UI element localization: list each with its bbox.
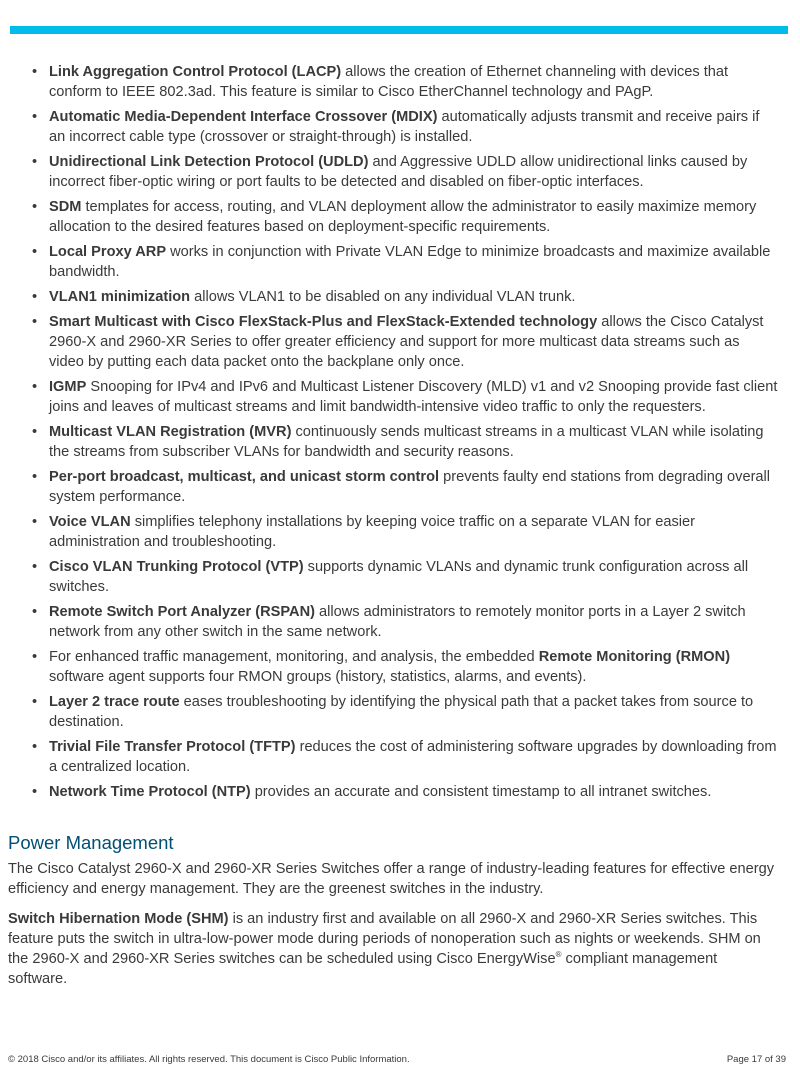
feature-description: eases troubleshooting by identifying the physical path that a packet takes from source to destination.	[49, 694, 754, 730]
bullet-icon: •	[32, 199, 38, 215]
feature-name: Layer 2 trace route	[49, 694, 180, 710]
feature-bullet-list	[30, 62, 778, 807]
list-item	[30, 467, 778, 507]
feature-name: IGMP	[49, 379, 87, 395]
feature-name: Local Proxy ARP	[49, 244, 167, 260]
footer-page-number: Page 17 of 39	[726, 1054, 786, 1065]
feature-description: allows the creation of Ethernet channeling with devices that conform to IEEE 802.3ad. This feature is similar to Cisco EtherChannel technology and PAgP.	[49, 64, 729, 100]
feature-description: automatically adjusts transmit and receive pairs if an incorrect cable type (crossover or straight-through) is installed.	[49, 109, 760, 145]
bullet-icon: •	[32, 314, 38, 330]
bullet-icon: •	[32, 289, 38, 305]
list-item	[30, 287, 778, 307]
feature-name: SDM	[49, 199, 82, 215]
bullet-icon: •	[32, 649, 38, 665]
feature-description: prevents faulty end stations from degrading overall system performance.	[49, 469, 771, 505]
bullet-icon: •	[32, 694, 38, 710]
list-item	[30, 107, 778, 147]
bullet-icon: •	[32, 559, 38, 575]
bullet-icon: •	[32, 469, 38, 485]
list-item	[30, 647, 778, 687]
bullet-icon: •	[32, 514, 38, 530]
list-item	[30, 557, 778, 597]
feature-description: provides an accurate and consistent timestamp to all intranet switches.	[250, 784, 712, 800]
feature-name: Automatic Media-Dependent Interface Crossover (MDIX)	[49, 109, 438, 125]
feature-description: templates for access, routing, and VLAN deployment allow the administrator to easily maximize memory allocation to the desired features based on deployment-specific requirements.	[49, 199, 757, 235]
feature-name: Remote Monitoring (RMON)	[538, 649, 731, 665]
bullet-icon: •	[32, 784, 38, 800]
list-item	[30, 692, 778, 732]
list-item	[30, 737, 778, 777]
bullet-icon: •	[32, 154, 38, 170]
feature-name: Network Time Protocol (NTP)	[49, 784, 251, 800]
bullet-icon: •	[32, 109, 38, 125]
list-item	[30, 242, 778, 282]
feature-name: Unidirectional Link Detection Protocol (UDLD)	[49, 154, 369, 170]
list-item	[30, 197, 778, 237]
feature-description: simplifies telephony installations by keeping voice traffic on a separate VLAN for easier administration and troubleshooting.	[49, 514, 695, 550]
feature-name: Link Aggregation Control Protocol (LACP)	[49, 64, 342, 80]
section-heading-power-management: Power Management	[8, 832, 174, 853]
shm-title: Switch Hibernation Mode (SHM)	[8, 911, 229, 927]
bullet-icon: •	[32, 244, 38, 260]
header-accent-bar	[10, 26, 788, 34]
feature-description: reduces the cost of administering software upgrades by downloading from a centralized location.	[49, 739, 777, 775]
feature-description: works in conjunction with Private VLAN Edge to minimize broadcasts and maximize available bandwidth.	[49, 244, 771, 280]
footer-copyright: © 2018 Cisco and/or its affiliates. All rights reserved. This document is Cisco Public Information.	[8, 1054, 410, 1065]
feature-name: Per-port broadcast, multicast, and unicast storm control	[49, 469, 440, 485]
feature-description: allows VLAN1 to be disabled on any individual VLAN trunk.	[190, 289, 576, 305]
bullet-icon: •	[32, 379, 38, 395]
registered-mark: ®	[555, 950, 562, 960]
feature-description: supports dynamic VLANs and dynamic trunk configuration across all switches.	[49, 559, 749, 595]
feature-name: Cisco VLAN Trunking Protocol (VTP)	[49, 559, 304, 575]
list-item	[30, 782, 778, 802]
list-item	[30, 512, 778, 552]
bullet-icon: •	[32, 64, 38, 80]
feature-description: and Aggressive UDLD allow unidirectional links caused by incorrect fiber-optic wiring or port faults to be detected and disabled on fiber-optic interfaces.	[49, 154, 748, 190]
power-management-intro: The Cisco Catalyst 2960-X and 2960-XR Series Switches offer a range of industry-leading features for effective energy efficiency and energy management. They are the greenest switches in the industry.	[8, 861, 775, 897]
feature-name: Smart Multicast with Cisco FlexStack-Plus and FlexStack-Extended technology	[49, 314, 598, 330]
feature-description: allows the Cisco Catalyst 2960-X and 2960-XR Series to offer greater efficiency and support for more multicast data streams such as video by putting each data packet onto the backplane only once.	[49, 314, 764, 370]
list-item	[30, 602, 778, 642]
bullet-icon: •	[32, 739, 38, 755]
feature-description: continuously sends multicast streams in a multicast VLAN while isolating the streams from subscriber VLANs for bandwidth and security reasons.	[49, 424, 764, 460]
feature-intro: For enhanced traffic management, monitoring, and analysis, the embedded	[49, 649, 539, 665]
feature-name: Multicast VLAN Registration (MVR)	[49, 424, 292, 440]
list-item	[30, 62, 778, 102]
bullet-icon: •	[32, 424, 38, 440]
feature-description: Snooping for IPv4 and IPv6 and Multicast Listener Discovery (MLD) v1 and v2 Snooping provide fast client joins and leaves of multicast streams and limit bandwidth-intensive video traffic to only the requesters.	[49, 379, 778, 415]
feature-name: Remote Switch Port Analyzer (RSPAN)	[49, 604, 315, 620]
shm-description: is an industry first and available on all 2960-X and 2960-XR Series switches. This feature puts the switch in ultra-low-power mode during periods of nonoperation such as nights or weekends. SHM on the 2960-X and 2960-XR Series switches can be scheduled using Cisco EnergyWise	[8, 911, 761, 967]
feature-name: VLAN1 minimization	[49, 289, 191, 305]
shm-tail: compliant management software.	[8, 951, 718, 987]
list-item	[30, 152, 778, 192]
list-item	[30, 312, 778, 372]
list-item	[30, 422, 778, 462]
bullet-icon: •	[32, 604, 38, 620]
shm-paragraph	[8, 909, 778, 989]
list-item	[30, 377, 778, 417]
feature-description: allows administrators to remotely monitor ports in a Layer 2 switch network from any other switch in the same network.	[49, 604, 746, 640]
feature-description: software agent supports four RMON groups (history, statistics, alarms, and events).	[49, 669, 587, 685]
feature-name: Voice VLAN	[49, 514, 131, 530]
feature-name: Trivial File Transfer Protocol (TFTP)	[49, 739, 296, 755]
